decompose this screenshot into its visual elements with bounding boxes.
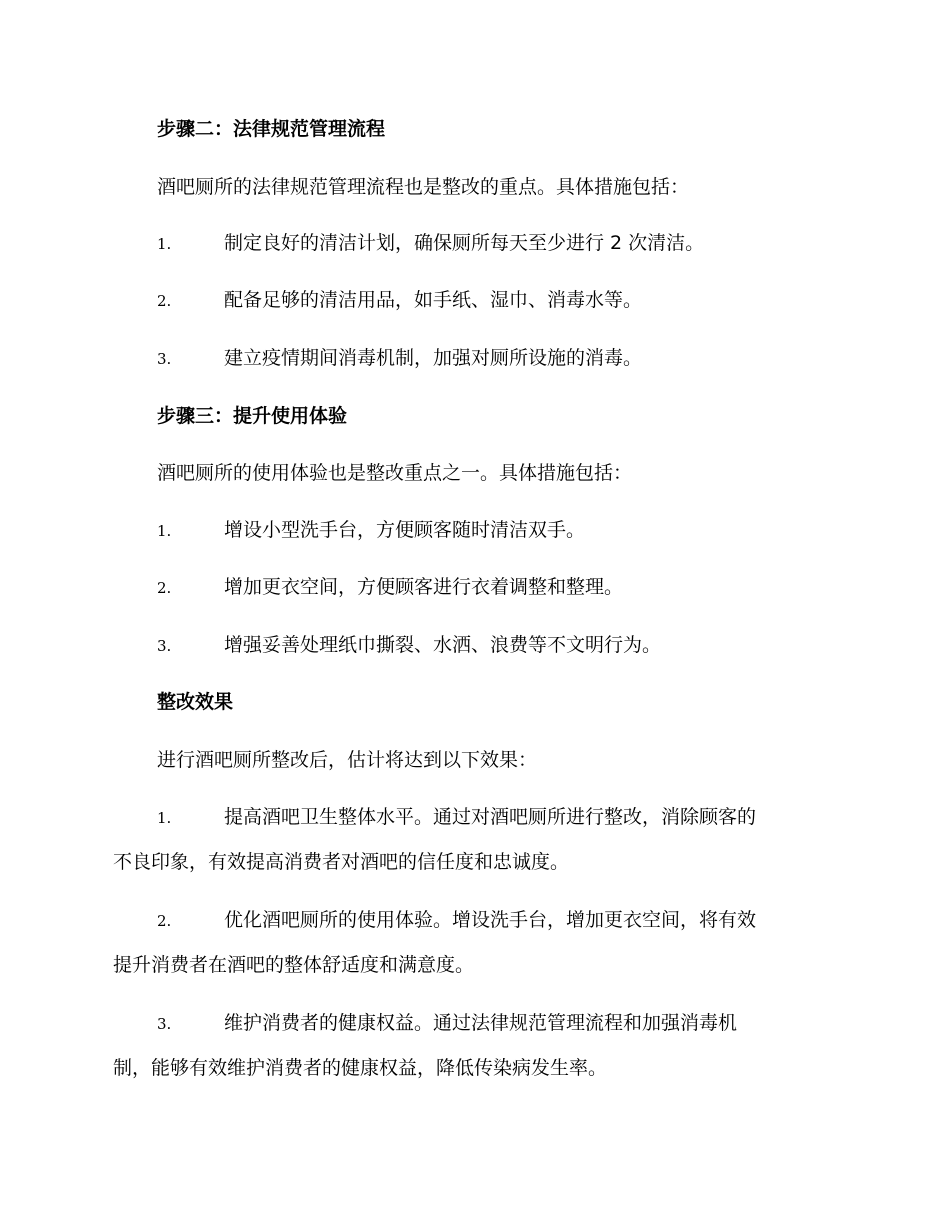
step3-intro: 酒吧厕所的使用体验也是整改重点之一。具体措施包括：: [157, 462, 633, 484]
list-item-number: 3.: [157, 637, 172, 655]
list-item-number: 1.: [157, 522, 172, 540]
list-item-number: 2.: [157, 912, 172, 930]
list-item-number: 1.: [157, 809, 172, 827]
list-item-number: 2.: [157, 579, 172, 597]
step2-intro: 酒吧厕所的法律规范管理流程也是整改的重点。具体措施包括：: [157, 176, 690, 198]
list-item: 增加更衣空间，方便顾客进行衣着调整和整理。: [224, 576, 624, 598]
list-item: 制定良好的清洁计划，确保厕所每天至少进行 2 次清洁。: [224, 232, 705, 254]
list-item-number: 2.: [157, 292, 172, 310]
list-item-line2: 提升消费者在酒吧的整体舒适度和满意度。: [113, 954, 475, 976]
list-item: 增强妥善处理纸巾撕裂、水洒、浪费等不文明行为。: [224, 634, 662, 656]
list-item-line1: 优化酒吧厕所的使用体验。增设洗手台，增加更衣空间，将有效: [224, 909, 757, 931]
list-item-line2: 不良印象，有效提高消费者对酒吧的信任度和忠诚度。: [113, 851, 570, 873]
list-item-number: 3.: [157, 350, 172, 368]
effect-intro: 进行酒吧厕所整改后，估计将达到以下效果：: [157, 749, 538, 771]
step2-heading: 步骤二：法律规范管理流程: [157, 118, 386, 140]
list-item: 建立疫情期间消毒机制，加强对厕所设施的消毒。: [224, 347, 643, 369]
list-item-line1: 提高酒吧卫生整体水平。通过对酒吧厕所进行整改，消除顾客的: [224, 806, 757, 828]
list-item-line2: 制，能够有效维护消费者的健康权益，降低传染病发生率。: [113, 1057, 608, 1079]
list-item: 增设小型洗手台，方便顾客随时清洁双手。: [224, 519, 586, 541]
step3-heading: 步骤三：提升使用体验: [157, 405, 348, 427]
list-item-number: 3.: [157, 1015, 172, 1033]
list-item-number: 1.: [157, 235, 172, 253]
list-item: 配备足够的清洁用品，如手纸、湿巾、消毒水等。: [224, 289, 643, 311]
list-item-line1: 维护消费者的健康权益。通过法律规范管理流程和加强消毒机: [224, 1012, 738, 1034]
effect-heading: 整改效果: [157, 691, 234, 713]
